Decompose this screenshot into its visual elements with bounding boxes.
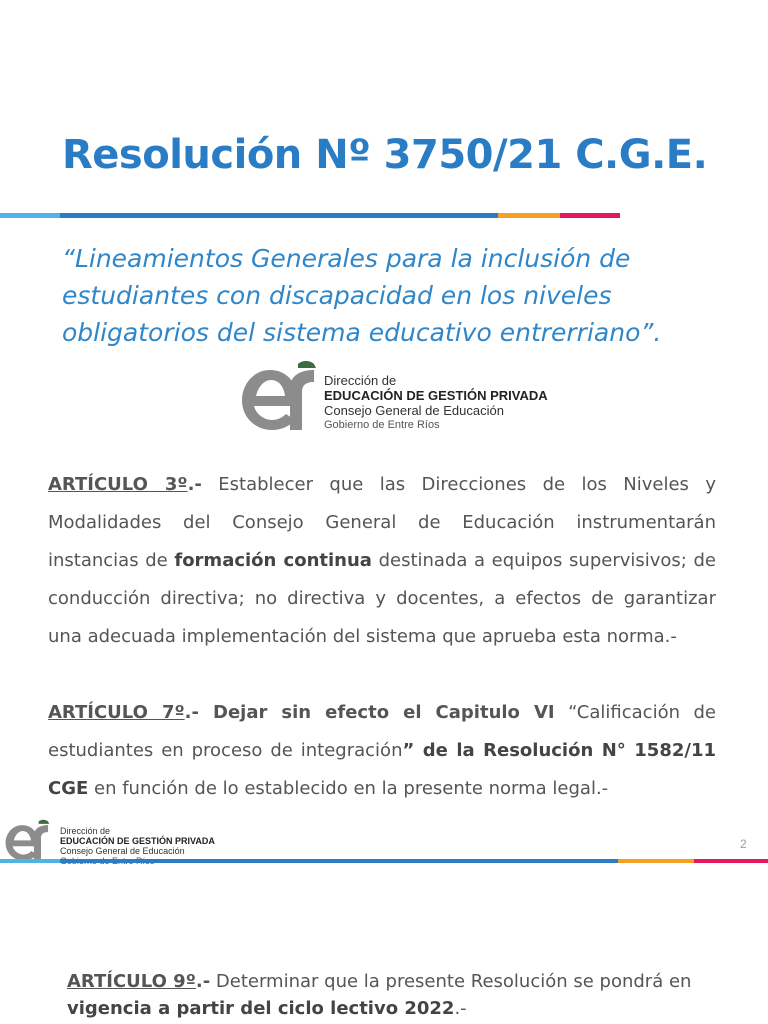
article-7-text-b: en función de lo establecido en la presente norma legal.- (88, 778, 609, 799)
footer-logo-line-2: EDUCACIÓN DE GESTIÓN PRIVADA (60, 836, 215, 846)
title-color-bar (0, 213, 620, 218)
footer-logo-line-3: Consejo General de Educación (60, 846, 185, 856)
logo-line-1: Dirección de (324, 373, 397, 388)
article-3-label: ARTÍCULO 3º (48, 474, 188, 495)
article-9-text-b: .- (454, 998, 467, 1019)
footer-logo (0, 818, 240, 864)
article-3 (48, 466, 716, 656)
footer-color-bar (0, 859, 768, 863)
logo-line-2: EDUCACIÓN DE GESTIÓN PRIVADA (324, 388, 548, 403)
article-7-label-suffix: .- Dejar sin efecto el Capitulo VI (184, 702, 555, 723)
page-title: Resolución Nº 3750/21 C.G.E. (62, 132, 708, 178)
er-logo-icon (240, 358, 320, 436)
article-7-label: ARTÍCULO 7º (48, 702, 185, 723)
footer-bar-blue (60, 859, 618, 863)
article-9 (67, 968, 707, 1022)
footer-logo-line-1: Dirección de (60, 826, 111, 836)
logo-line-4: Gobierno de Entre Ríos (324, 419, 440, 431)
article-7 (48, 694, 716, 808)
bar-segment-magenta (560, 213, 620, 218)
institution-logo (240, 358, 560, 436)
article-9-text-a: Determinar que la presente Resolución se pondrá en (210, 971, 692, 992)
er-logo-small-icon (0, 818, 56, 864)
article-9-label-suffix: .- (195, 971, 211, 992)
article-3-text-a: Establecer que las Direcciones de los Niveles y Modalidades del Consejo General de Educación instrumentarán instancias de (48, 474, 717, 571)
article-9-label: ARTÍCULO 9º (67, 971, 196, 992)
footer-bar-light-blue (0, 859, 60, 863)
article-3-bold: formación continua (174, 550, 372, 571)
footer-bar-magenta (694, 859, 768, 863)
bar-segment-light-blue (0, 213, 60, 218)
footer-bar-orange (618, 859, 694, 863)
article-3-text-b: destinada a equipos supervisivos; de conducción directiva; no directiva y docentes, a efectos de garantizar una adecuada implementación del sistema que aprueba esta norma.- (48, 550, 716, 647)
logo-line-3: Consejo General de Educación (324, 403, 504, 418)
article-7-text-a: “Calificación de estudiantes en proceso de integración (48, 702, 716, 761)
document-subtitle: “Lineamientos Generales para la inclusión de estudiantes con discapacidad en los niveles obligatorios del sistema educativo entrerriano”. (62, 244, 662, 347)
article-7-bold: ” de la Resolución N° 1582/11 CGE (48, 740, 716, 799)
bar-segment-orange (498, 213, 560, 218)
article-3-label-suffix: .- (187, 474, 202, 495)
page-number: 2 (740, 837, 747, 851)
bar-segment-blue (60, 213, 498, 218)
article-9-bold: vigencia a partir del ciclo lectivo 2022 (67, 998, 455, 1019)
